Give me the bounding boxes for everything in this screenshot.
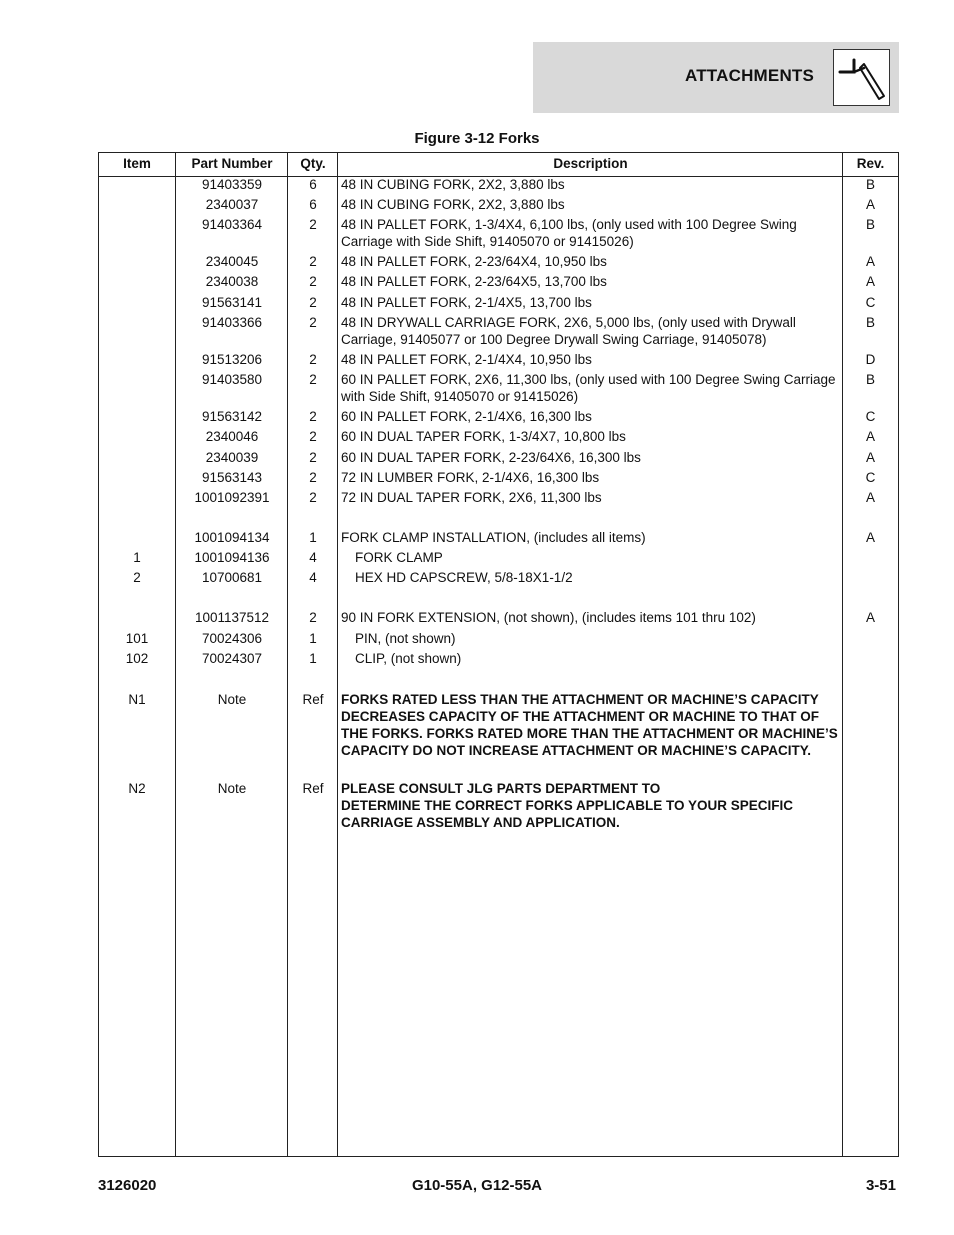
- description-cell: PLEASE CONSULT JLG PARTS DEPARTMENT TO DETERMINE THE CORRECT FORKS APPLICABLE TO YOUR SPECIFIC CARRIAGE ASSEMBLY AND APPLICATION.: [341, 781, 794, 830]
- description-cell: 60 IN DUAL TAPER FORK, 1-3/4X7, 10,800 lbs: [341, 429, 626, 444]
- rev-cell: B: [865, 217, 875, 232]
- description-cell: 48 IN CUBING FORK, 2X2, 3,880 lbs: [341, 197, 565, 212]
- qty-cell: 2: [309, 610, 317, 625]
- rev-cell: A: [865, 197, 875, 212]
- part-number-cell: 1001092391: [194, 490, 270, 505]
- part-number-cell: 70024307: [201, 651, 263, 666]
- page-number: 3-51: [865, 1177, 896, 1194]
- column-header-item: Item: [123, 156, 151, 171]
- qty-cell: 1: [309, 651, 317, 666]
- part-number-cell: 1001094136: [194, 550, 270, 565]
- description-cell: FORK CLAMP: [355, 550, 443, 565]
- parts-table: [98, 152, 899, 1157]
- description-cell: FORKS RATED LESS THAN THE ATTACHMENT OR MACHINE’S CAPACITY DECREASES CAPACITY OF THE ATTACHMENT OR MACHINE TO THAT OF THE FORKS. FORKS RATED MORE THAN THE ATTACHMENT OR MACHINE’S CAPACITY DO NOT INCREASE ATTACHMENT OR MACHINE’S CAPACITY.: [341, 692, 838, 758]
- forklift-attachment-icon: [833, 49, 890, 106]
- part-number-cell: 91403364: [201, 217, 263, 232]
- qty-cell: 2: [309, 352, 317, 367]
- qty-cell: 6: [309, 177, 317, 192]
- qty-cell: 2: [309, 429, 317, 444]
- qty-cell: 2: [309, 409, 317, 424]
- column-header-rev: Rev.: [856, 156, 885, 171]
- item-cell: 102: [125, 651, 149, 666]
- qty-cell: 1: [309, 530, 317, 545]
- description-cell: 72 IN DUAL TAPER FORK, 2X6, 11,300 lbs: [341, 490, 602, 505]
- description-cell: CLIP, (not shown): [355, 651, 462, 666]
- rev-cell: D: [865, 352, 876, 367]
- rev-cell: B: [865, 177, 875, 192]
- rev-cell: A: [865, 530, 875, 545]
- qty-cell: Ref: [302, 692, 324, 707]
- description-cell: 72 IN LUMBER FORK, 2-1/4X6, 16,300 lbs: [341, 470, 600, 485]
- part-number-cell: 91403580: [201, 372, 263, 387]
- part-number-cell: Note: [217, 692, 247, 707]
- document-number: 3126020: [98, 1177, 157, 1194]
- description-cell: 48 IN PALLET FORK, 2-23/64X5, 13,700 lbs: [341, 274, 607, 289]
- qty-cell: 4: [309, 550, 317, 565]
- column-divider: [175, 153, 176, 1156]
- part-number-cell: 91403366: [201, 315, 263, 330]
- rev-cell: C: [865, 295, 876, 310]
- part-number-cell: Note: [217, 781, 247, 796]
- column-header-description: Description: [553, 156, 628, 171]
- figure-title: Figure 3-12 Forks: [414, 130, 540, 147]
- part-number-cell: 2340045: [205, 254, 259, 269]
- qty-cell: 2: [309, 372, 317, 387]
- description-cell: PIN, (not shown): [355, 631, 456, 646]
- description-cell: 48 IN PALLET FORK, 1-3/4X4, 6,100 lbs, (only used with 100 Degree Swing Carriage with Side Shift, 91405070 or 91415026): [341, 217, 797, 249]
- rev-cell: A: [865, 254, 875, 269]
- rev-cell: A: [865, 610, 875, 625]
- description-cell: 48 IN PALLET FORK, 2-1/4X5, 13,700 lbs: [341, 295, 592, 310]
- qty-cell: 4: [309, 570, 317, 585]
- part-number-cell: 2340037: [205, 197, 259, 212]
- description-cell: 48 IN PALLET FORK, 2-23/64X4, 10,950 lbs: [341, 254, 607, 269]
- qty-cell: 2: [309, 217, 317, 232]
- column-divider: [337, 153, 338, 1156]
- rev-cell: A: [865, 429, 875, 444]
- qty-cell: 2: [309, 450, 317, 465]
- description-cell: 90 IN FORK EXTENSION, (not shown), (includes items 101 thru 102): [341, 610, 756, 625]
- part-number-cell: 70024306: [201, 631, 263, 646]
- model-numbers: G10-55A, G12-55A: [411, 1177, 543, 1194]
- item-cell: 101: [125, 631, 149, 646]
- part-number-cell: 91403359: [201, 177, 263, 192]
- qty-cell: 2: [309, 470, 317, 485]
- column-header-part-number: Part Number: [191, 156, 273, 171]
- description-cell: 48 IN PALLET FORK, 2-1/4X4, 10,950 lbs: [341, 352, 592, 367]
- description-cell: 60 IN PALLET FORK, 2X6, 11,300 lbs, (only used with 100 Degree Swing Carriage with Side Shift, 91405070 or 91415026): [341, 372, 836, 404]
- part-number-cell: 2340039: [205, 450, 259, 465]
- column-divider: [287, 153, 288, 1156]
- part-number-cell: 2340038: [205, 274, 259, 289]
- qty-cell: Ref: [302, 781, 324, 796]
- column-header-qty: Qty.: [300, 156, 326, 171]
- item-cell: 2: [133, 570, 141, 585]
- part-number-cell: 91513206: [201, 352, 263, 367]
- item-cell: 1: [133, 550, 141, 565]
- description-cell: 60 IN DUAL TAPER FORK, 2-23/64X6, 16,300 lbs: [341, 450, 641, 465]
- rev-cell: C: [865, 409, 876, 424]
- part-number-cell: 10700681: [201, 570, 263, 585]
- part-number-cell: 1001094134: [194, 530, 270, 545]
- part-number-cell: 91563143: [201, 470, 263, 485]
- description-cell: 48 IN CUBING FORK, 2X2, 3,880 lbs: [341, 177, 565, 192]
- qty-cell: 2: [309, 315, 317, 330]
- description-cell: 60 IN PALLET FORK, 2-1/4X6, 16,300 lbs: [341, 409, 592, 424]
- description-cell: FORK CLAMP INSTALLATION, (includes all items): [341, 530, 646, 545]
- qty-cell: 2: [309, 254, 317, 269]
- part-number-cell: 91563142: [201, 409, 263, 424]
- item-cell: N1: [128, 692, 146, 707]
- description-cell: 48 IN DRYWALL CARRIAGE FORK, 2X6, 5,000 lbs, (only used with Drywall Carriage, 91405077 or 100 Degree Drywall Swing Carriage, 91405078): [341, 315, 796, 347]
- part-number-cell: 1001137512: [194, 610, 270, 625]
- part-number-cell: 91563141: [201, 295, 263, 310]
- rev-cell: A: [865, 490, 875, 505]
- qty-cell: 2: [309, 274, 317, 289]
- rev-cell: C: [865, 470, 876, 485]
- part-number-cell: 2340046: [205, 429, 259, 444]
- qty-cell: 2: [309, 295, 317, 310]
- description-cell: HEX HD CAPSCREW, 5/8-18X1-1/2: [355, 570, 573, 585]
- rev-cell: B: [865, 372, 875, 387]
- qty-cell: 2: [309, 490, 317, 505]
- section-title: ATTACHMENTS: [685, 66, 815, 85]
- rev-cell: A: [865, 450, 875, 465]
- qty-cell: 1: [309, 631, 317, 646]
- rev-cell: A: [865, 274, 875, 289]
- item-cell: N2: [128, 781, 146, 796]
- qty-cell: 6: [309, 197, 317, 212]
- rev-cell: B: [865, 315, 875, 330]
